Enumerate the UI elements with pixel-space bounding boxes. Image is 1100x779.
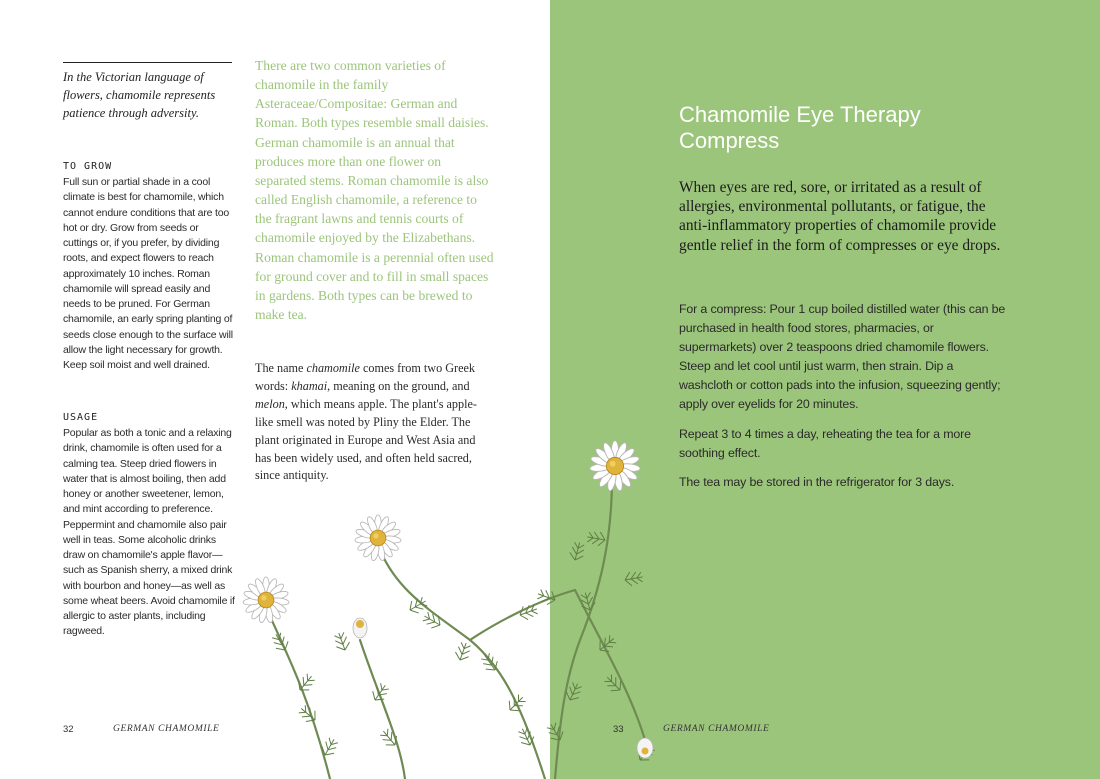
page-title: Chamomile Eye Therapy Compress	[679, 102, 921, 153]
usage-text: Popular as both a tonic and a relaxing drink, chamomile is often used for a calming tea. Steep dried flowers in water that is almost boiling, then add honey or another sweetener, lemon, and mint according to preference. Peppermint and chamomile also pair well in teas. Some alcoholic drinks draw on chamomile's apple flavor—such as Spanish sherry, a mixed drink with bourbon and honey—as well as some wheat beers. Avoid chamomile if allergic to aster plants, including ragweed.	[63, 427, 235, 638]
term-khamai: khamai	[291, 378, 328, 393]
quote-rule	[63, 62, 232, 63]
running-head-right: GERMAN CHAMOMILE	[663, 724, 770, 734]
term-chamomile: chamomile	[306, 361, 360, 375]
compress-instructions: For a compress: Pour 1 cup boiled distilled water (this can be purchased in health food stores, pharmacies, or supermarkets) over 2 teaspoons dried chamomile flowers. Steep and let cool until just warm, then strain. Dip a washcloth or cotton pads into the infusion, squeezing gently; apply over eyelids for 20 minutes.	[679, 302, 1006, 411]
usage-label: USAGE	[63, 412, 99, 423]
to-grow-text: Full sun or partial shade in a cool climate is best for chamomile, which cannot endure conditions that are too hot or dry. Grow from seeds or cuttings or, if you prefer, by dividing roots, and expect flowers to reach approximately 10 inches. Roman chamomile will spread easily and needs to be pruned. For German chamomile, an early spring planting of seeds close enough to the surface will allow the light necessary for growth. Keep soil moist and well drained.	[63, 176, 233, 371]
repeat-instructions: Repeat 3 to 4 times a day, reheating the tea for a more soothing effect.	[679, 427, 971, 460]
page-number-right: 33	[613, 724, 624, 735]
term-melon: melon	[255, 396, 285, 411]
pull-quote: In the Victorian language of flowers, chamomile represents patience through adversity.	[63, 70, 216, 120]
etymology-paragraph: The name chamomile comes from two Greek words: khamai, meaning on the ground, and melon, which means apple. The plant's apple-like smell was noted by Pliny the Elder. The plant originated in Europe and West Asia and has been widely used, and often held sacred, since antiquity.	[255, 361, 477, 483]
page-number-left: 32	[63, 724, 74, 735]
intro-paragraph: There are two common varieties of chamomile in the family Asteraceae/Compositae: German and Roman. Both types resemble small daisies. German chamomile is an annual that produces more than one flower on separated stems. Roman chamomile is also called English chamomile, a reference to the fragrant lawns and tennis courts of chamomile enjoyed by the Elizabethans. Roman chamomile is a perennial often used for ground cover and to fill in small spaces in gardens. Both types can be brewed to make tea.	[255, 58, 494, 323]
storage-note: The tea may be stored in the refrigerator for 3 days.	[679, 475, 955, 489]
to-grow-label: TO GROW	[63, 161, 113, 172]
lead-paragraph: When eyes are red, sore, or irritated as a result of allergies, environmental pollutants, or fatigue, the anti-inflammatory properties of chamomile provide gentle relief in the form of compresses or eye drops.	[679, 179, 1001, 254]
running-head-left: GERMAN CHAMOMILE	[113, 724, 220, 734]
